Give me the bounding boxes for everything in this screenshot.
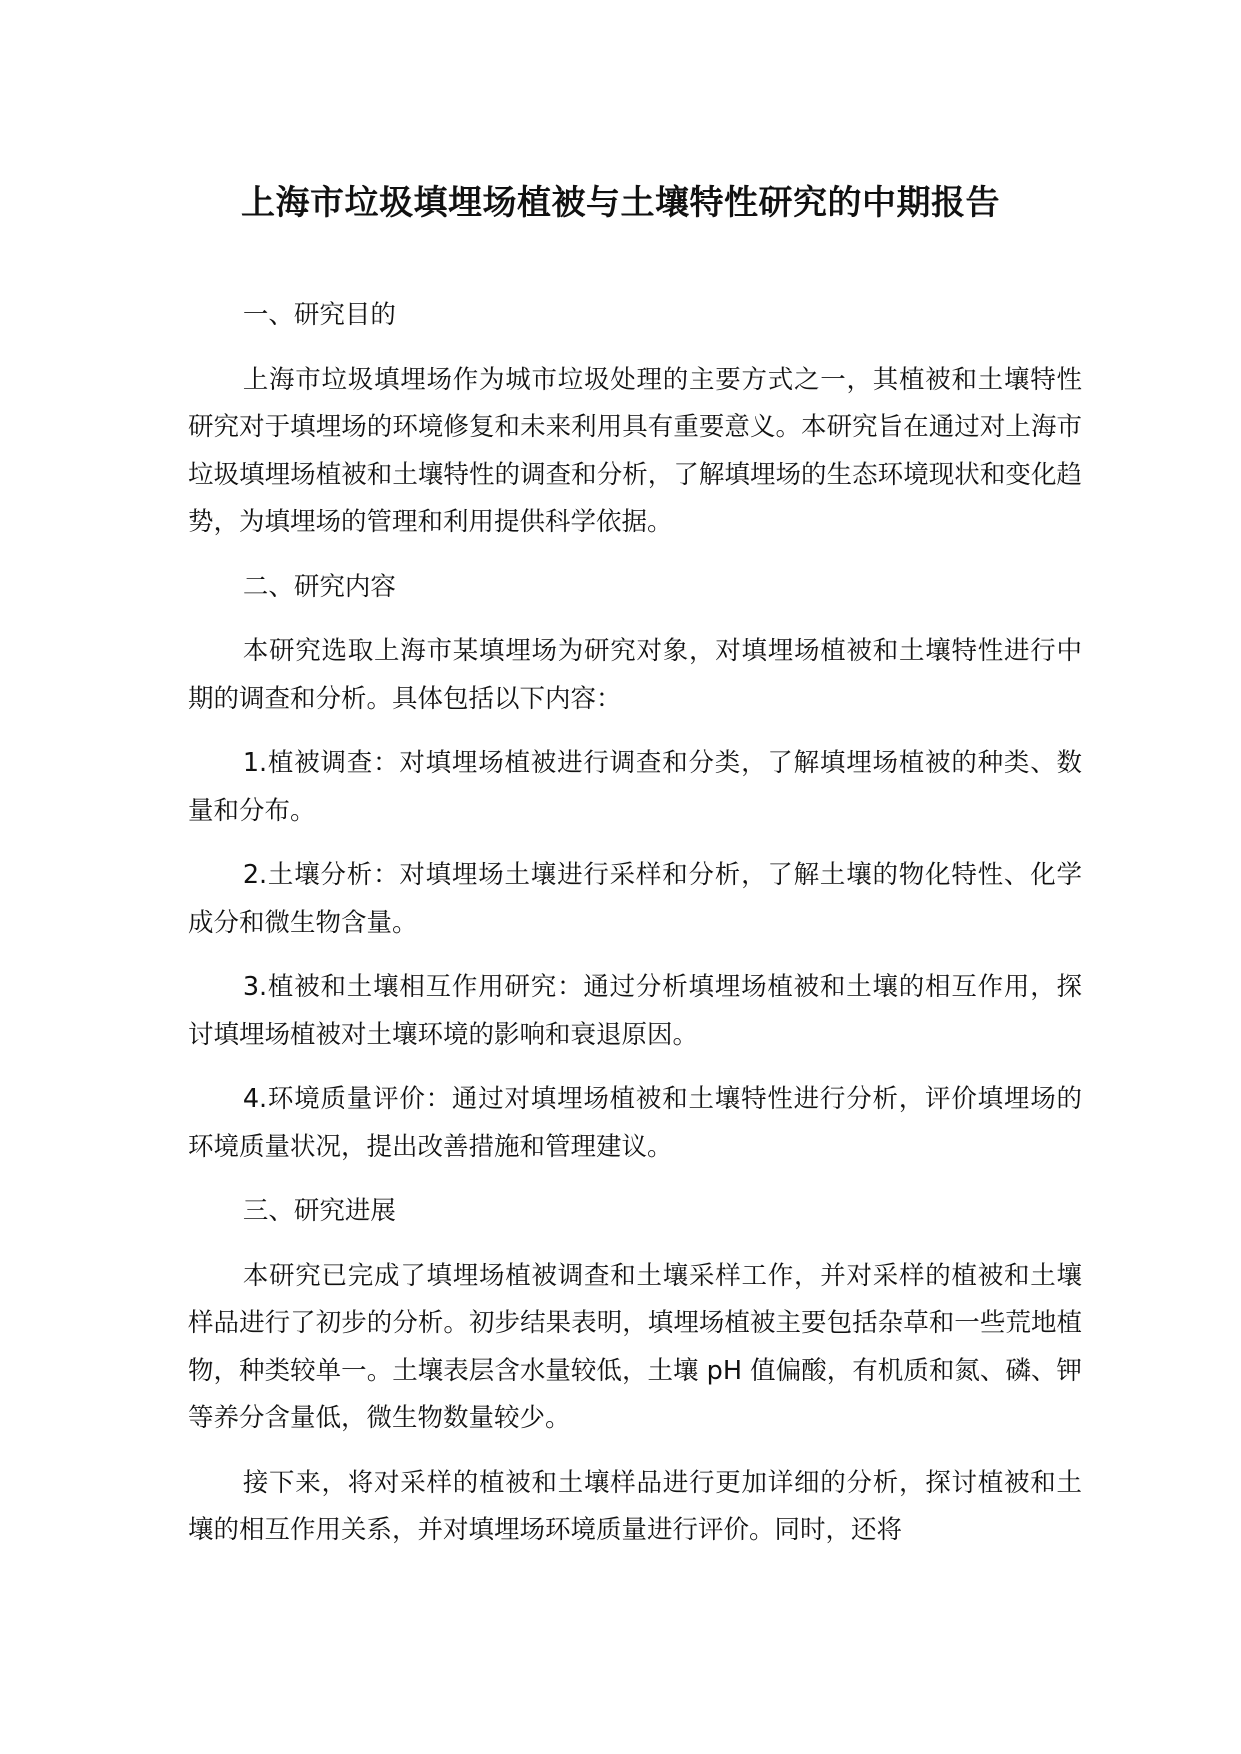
section-heading-content: 二、研究内容 — [242, 571, 396, 602]
paragraph-progress-results: 本研究已完成了填埋场植被调查和土壤采样工作，并对采样的植被和土壤样品进行了初步的分析。初步结果表明，填埋场植被主要包括杂草和一些荒地植物，种类较单一。土壤表层含水量较低，土壤 pH 值偏酸，有机质和氮、磷、钾等养分含量低，微生物数量较少。 — [188, 1260, 1082, 1433]
section-heading-progress: 三、研究进展 — [242, 1196, 396, 1226]
list-item-interaction-study: 3.植被和土壤相互作用研究：通过分析填埋场植被和土壤的相互作用，探讨填埋场植被对土壤环境的影响和衰退原因。 — [188, 972, 1082, 1050]
paragraph-content-intro: 本研究选取上海市某填埋场为研究对象，对填埋场植被和土壤特性进行中期的调查和分析。具体包括以下内容： — [188, 636, 1082, 714]
list-item-vegetation-survey: 1.植被调查：对填埋场植被进行调查和分类，了解填埋场植被的种类、数量和分布。 — [188, 748, 1082, 826]
paragraph-next-steps: 接下来，将对采样的植被和土壤样品进行更加详细的分析，探讨植被和土壤的相互作用关系，并对填埋场环境质量进行评价。同时，还将 — [188, 1467, 1082, 1545]
paragraph-purpose: 上海市垃圾填埋场作为城市垃圾处理的主要方式之一，其植被和土壤特性研究对于填埋场的环境修复和未来利用具有重要意义。本研究旨在通过对上海市垃圾填埋场植被和土壤特性的调查和分析，了解填埋场的生态环境现状和变化趋势，为填埋场的管理和利用提供科学依据。 — [188, 364, 1082, 537]
list-item-quality-evaluation: 4.环境质量评价：通过对填埋场植被和土壤特性进行分析，评价填埋场的环境质量状况，提出改善措施和管理建议。 — [188, 1084, 1082, 1162]
document-title: 上海市垃圾填埋场植被与土壤特性研究的中期报告 — [241, 183, 1000, 223]
document-body — [188, 292, 1082, 1555]
section-heading-purpose: 一、研究目的 — [242, 300, 396, 330]
list-item-soil-analysis: 2.土壤分析：对填埋场土壤进行采样和分析，了解土壤的物化特性、化学成分和微生物含量。 — [188, 860, 1082, 938]
